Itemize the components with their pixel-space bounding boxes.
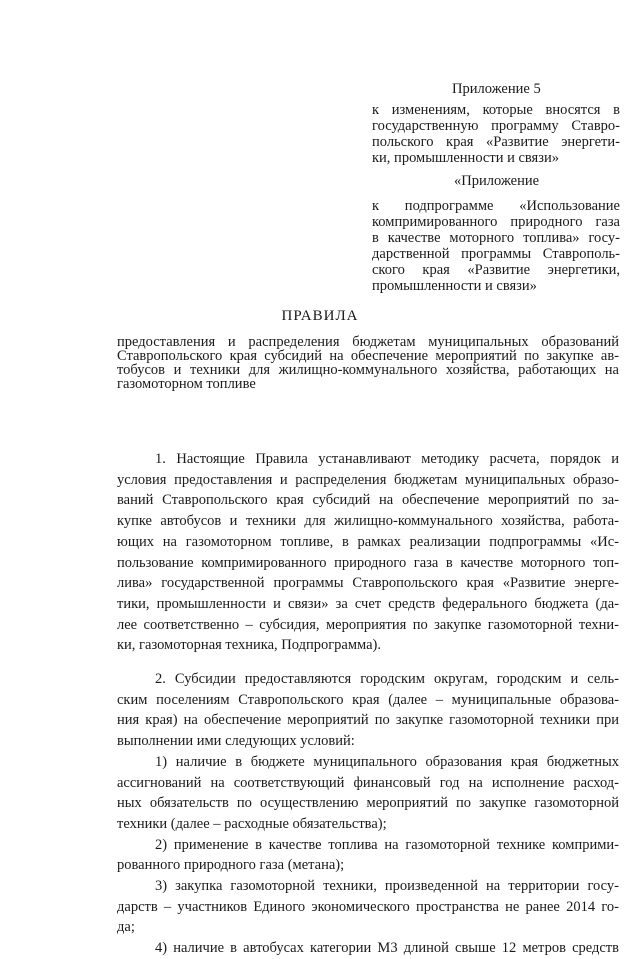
subtitle-line: газомоторном топливе — [117, 376, 256, 392]
appendix-line: ки, промышленности и связи» — [372, 150, 559, 166]
appendix-reference-2 — [372, 198, 620, 294]
appendix-title: Приложение 5 — [452, 81, 541, 97]
appendix-line: польского края «Развитие энергети- — [372, 134, 620, 150]
text-line: тики, промышленности и связи» за счет средств федерального бюджета (да- — [117, 595, 619, 612]
text-line: рованного природного газа (метана); — [117, 857, 345, 874]
text-line: дарств – участников Единого экономического пространства не ранее 2014 го- — [117, 898, 619, 915]
paragraph-condition-2 — [117, 835, 619, 876]
text-line: лее соответственно – субсидия, мероприятия по закупке газомоторной техни- — [117, 616, 619, 633]
text-line: 3) закупка газомоторной техники, произведенной на территории госу- — [155, 878, 619, 895]
rules-heading: ПРАВИЛА — [281, 308, 359, 324]
appendix-line: ского края «Развитие энергетики, — [372, 262, 620, 278]
appendix-reference — [372, 102, 620, 166]
text-line: выполнении ими следующих условий: — [117, 733, 355, 750]
text-line: ским поселениям Ставропольского края (далее – муниципальные образова- — [117, 691, 619, 708]
text-line: купке автобусов и техники для жилищно-коммунального хозяйства, работа- — [117, 513, 619, 530]
text-line: ных обязательств по осуществлению мероприятий по закупке газомоторной — [117, 795, 619, 812]
appendix-line: дарственной программы Ставрополь- — [372, 246, 620, 262]
text-line: 1) наличие в бюджете муниципального образования края бюджетных — [155, 753, 619, 770]
paragraph-condition-3 — [117, 876, 619, 938]
document-body — [117, 449, 619, 959]
paragraph-condition-4 — [117, 938, 619, 959]
paragraph-1 — [117, 449, 619, 656]
appendix-line: в качестве моторного топлива» госу- — [372, 230, 620, 246]
text-line: 2. Субсидии предоставляются городским округам, городским и сель- — [155, 671, 619, 688]
text-line: да; — [117, 919, 135, 936]
text-line: лива» государственной программы Ставропольского края «Развитие энерге- — [117, 575, 619, 592]
appendix-title-2: «Приложение — [454, 173, 540, 189]
paragraph-condition-1 — [117, 752, 619, 835]
appendix-line: к изменениям, которые вносятся в — [372, 102, 620, 118]
text-line: 1. Настоящие Правила устанавливают методику расчета, порядок и — [155, 451, 619, 467]
text-line: 2) применение в качестве топлива на газомоторной технике комприми- — [155, 836, 619, 853]
subtitle-line: предоставления и распределения бюджетам муниципальных образований — [117, 334, 619, 350]
text-line: 4) наличие в автобусах категории М3 длиной свыше 12 метров средств — [155, 940, 619, 957]
text-line: пользование компримированного природного газа в качестве моторного топ- — [117, 554, 619, 571]
paragraph-gap — [117, 656, 619, 669]
text-line: ющих на газомоторном топливе, в рамках реализации подпрограммы «Ис- — [117, 533, 619, 550]
text-line: техники (далее – расходные обязательства); — [117, 815, 387, 832]
text-line: ваний Ставропольского края субсидий на обеспечение мероприятий по за- — [117, 492, 619, 509]
text-line: условия предоставления и распределения бюджетам муниципальных образо- — [117, 471, 619, 488]
appendix-line: компримированного природного газа — [372, 214, 620, 230]
text-line: ния края) на обеспечение мероприятий по закупке газомоторной техники при — [117, 712, 619, 729]
appendix-line: государственную программу Ставро- — [372, 118, 620, 134]
paragraph-2 — [117, 669, 619, 752]
rules-subtitle — [117, 335, 619, 391]
text-line: ки, газомоторная техника, Подпрограмма). — [117, 637, 382, 654]
text-line: ассигнований на соответствующий финансовый год на исполнение расход- — [117, 774, 619, 791]
subtitle-line: тобусов и техники для жилищно-коммунального хозяйства, работающих на — [117, 362, 619, 378]
subtitle-line: Ставропольского края субсидий на обеспечение мероприятий по закупке ав- — [117, 348, 619, 364]
appendix-line: промышленности и связи» — [372, 278, 537, 294]
appendix-line: к подпрограмме «Использование — [372, 198, 620, 214]
